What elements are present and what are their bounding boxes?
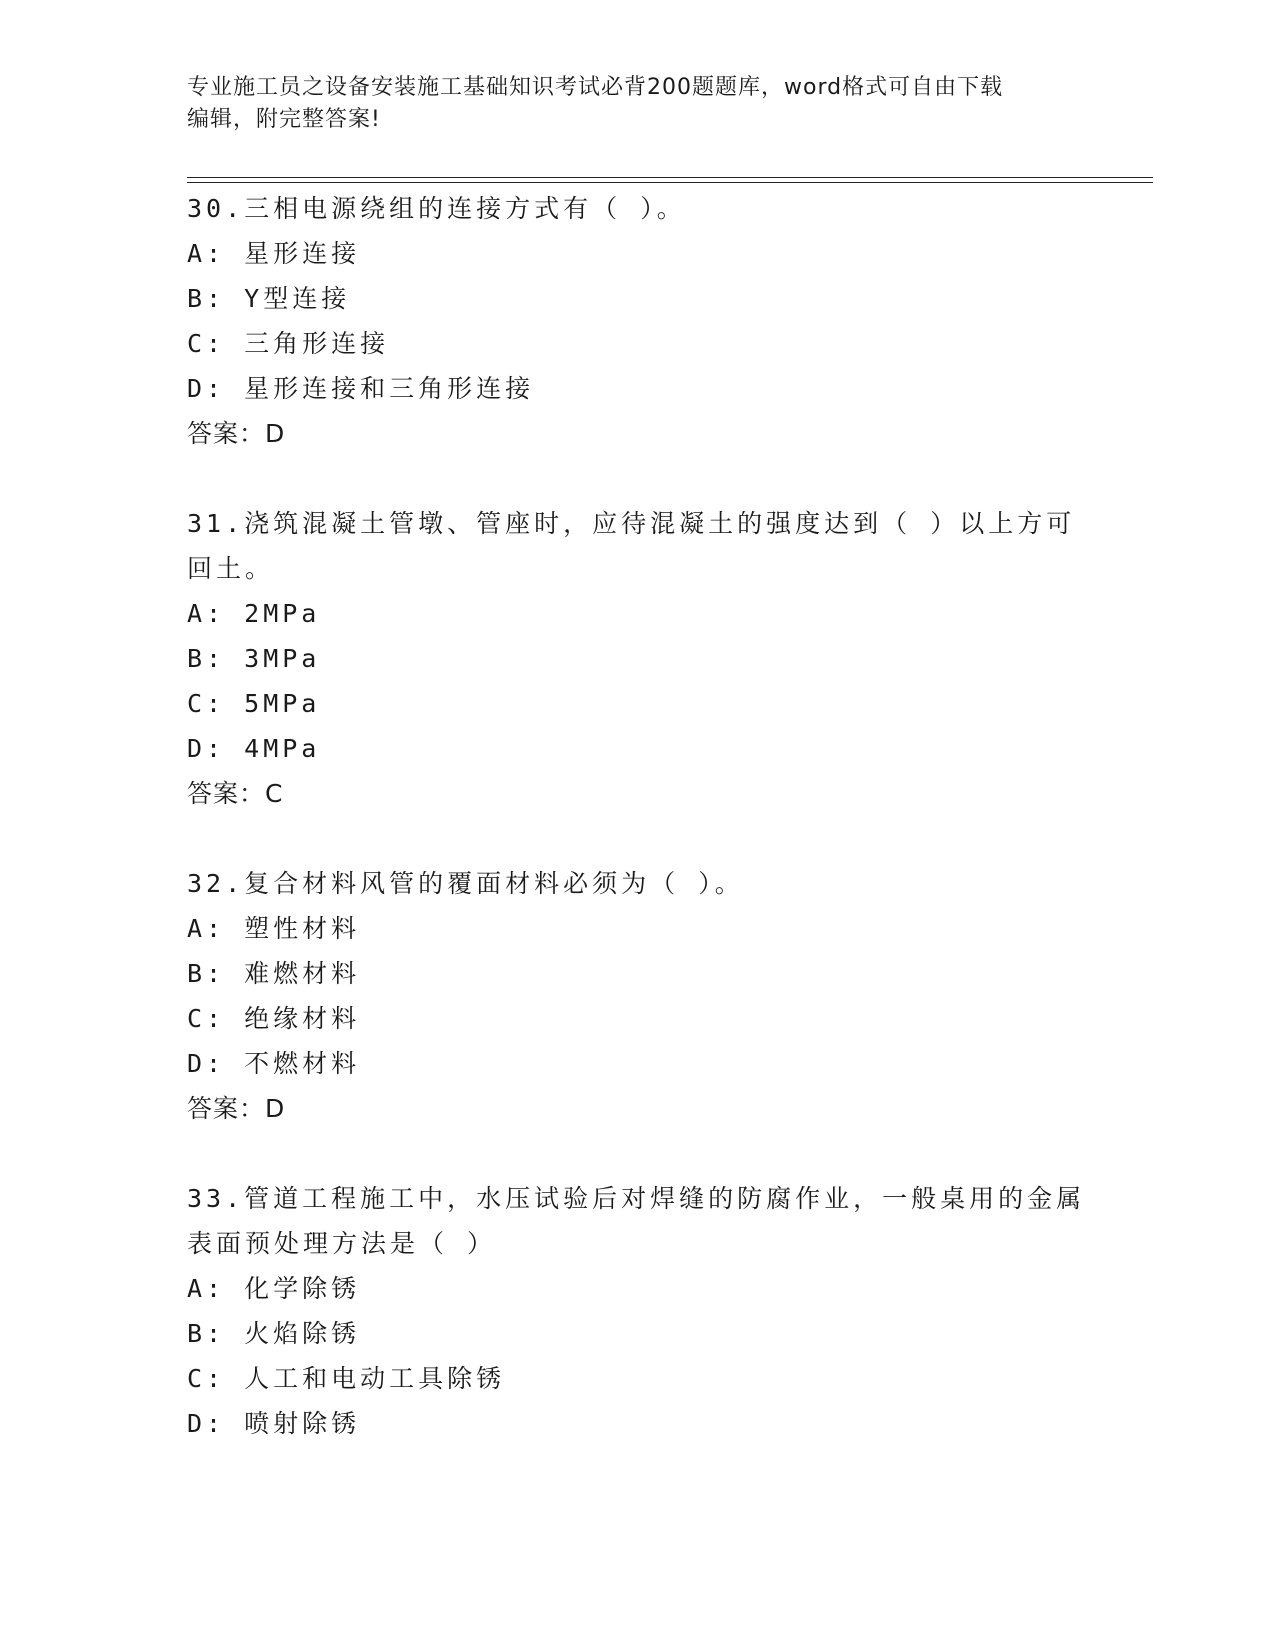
- header-line-1: 专业施工员之设备安装施工基础知识考试必背200题题库，word格式可自由下载: [187, 75, 1004, 100]
- header-rule-bottom: [187, 182, 1153, 183]
- question-31-option-a: A: 2MPa: [187, 599, 321, 628]
- question-32-answer: 答案：D: [187, 1094, 286, 1123]
- question-31-option-c: C: 5MPa: [187, 689, 321, 718]
- question-33-stem: 33.管道工程施工中，水压试验后对焊缝的防腐作业，一般桌用的金属: [187, 1184, 1086, 1213]
- question-32-option-a: A: 塑性材料: [187, 914, 361, 943]
- question-30-stem: 30.三相电源绕组的连接方式有（ ）。: [187, 194, 686, 223]
- question-33-option-a: A: 化学除锈: [187, 1274, 361, 1303]
- question-33-option-c: C: 人工和电动工具除锈: [187, 1364, 506, 1393]
- question-30-option-c: C: 三角形连接: [187, 329, 390, 358]
- question-31-stem-continued: 回土。: [187, 554, 275, 583]
- question-30-option-a: A: 星形连接: [187, 239, 361, 268]
- question-33-option-d: D: 喷射除锈: [187, 1409, 361, 1438]
- question-31-answer: 答案：C: [187, 779, 284, 808]
- question-32-option-c: C: 绝缘材料: [187, 1004, 361, 1033]
- question-30-answer: 答案：D: [187, 419, 286, 448]
- question-32-stem: 32.复合材料风管的覆面材料必须为（ ）。: [187, 869, 744, 898]
- question-31-option-d: D: 4MPa: [187, 734, 321, 763]
- question-32-option-d: D: 不燃材料: [187, 1049, 361, 1078]
- question-31-stem: 31.浇筑混凝土管墩、管座时，应待混凝土的强度达到（ ）以上方可: [187, 509, 1076, 538]
- question-31-option-b: B: 3MPa: [187, 644, 321, 673]
- header-rule-top: [187, 177, 1153, 178]
- header-line-2: 编辑，附完整答案!: [187, 107, 381, 132]
- question-32-option-b: B: 难燃材料: [187, 959, 361, 988]
- document-header: [187, 72, 1087, 136]
- question-33-stem-continued: 表面预处理方法是（ ）: [187, 1229, 497, 1258]
- question-30-option-b: B: Y型连接: [187, 284, 351, 313]
- question-33-option-b: B: 火焰除锈: [187, 1319, 361, 1348]
- question-30-option-d: D: 星形连接和三角形连接: [187, 374, 535, 403]
